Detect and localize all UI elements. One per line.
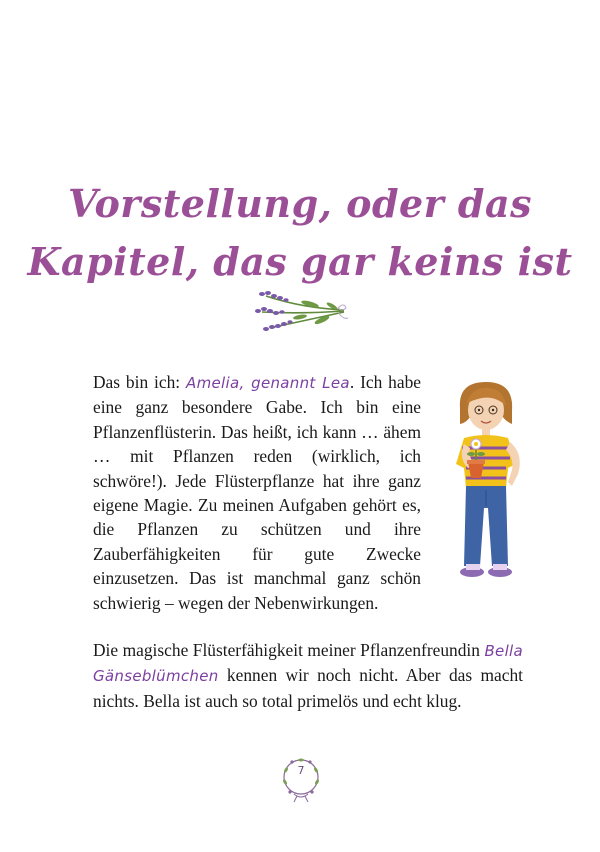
character-name-amelia: Amelia, genannt Lea (186, 374, 350, 392)
friend-text-rest: kennen wir noch nicht. Aber das macht nichts. Bella ist auch so total primelös und echt klug. (93, 665, 523, 711)
lavender-sprig-icon (252, 284, 352, 340)
intro-text: Das bin ich: (93, 372, 187, 392)
chapter-title-line-1: Vorstellung, oder das (67, 181, 533, 227)
chapter-title (0, 175, 600, 291)
friend-intro-text: Die magische Flüsterfähigkeit meiner Pflanzenfreundin (93, 640, 485, 660)
chapter-title-line-2: Kapitel, das gar keins ist (27, 239, 573, 285)
girl-with-plant-illustration (438, 378, 538, 588)
intro-paragraph (93, 370, 421, 615)
floral-wreath-icon (276, 752, 326, 804)
page-number: 7 (297, 764, 305, 777)
intro-text-rest: . Ich habe eine ganz besondere Gabe. Ich bin eine Pflanzenflüsterin. Das heißt, ich kann … ähem … mit Pflanzen reden (wirklich, ich schwöre!). Jede Flüsterpflanze hat ihre ganz eigene Magie. Zu meinen Aufgaben gehört es, die Pflanzen zu schützen und ihre Zauberfähigkeiten für gute Zwecke einzusetzen. Das ist manchmal ganz schön schwierig – wegen der Nebenwirkungen. (93, 372, 422, 613)
friend-paragraph (93, 638, 523, 713)
character-name-bella: Bella Gänseblümchen (93, 642, 523, 686)
